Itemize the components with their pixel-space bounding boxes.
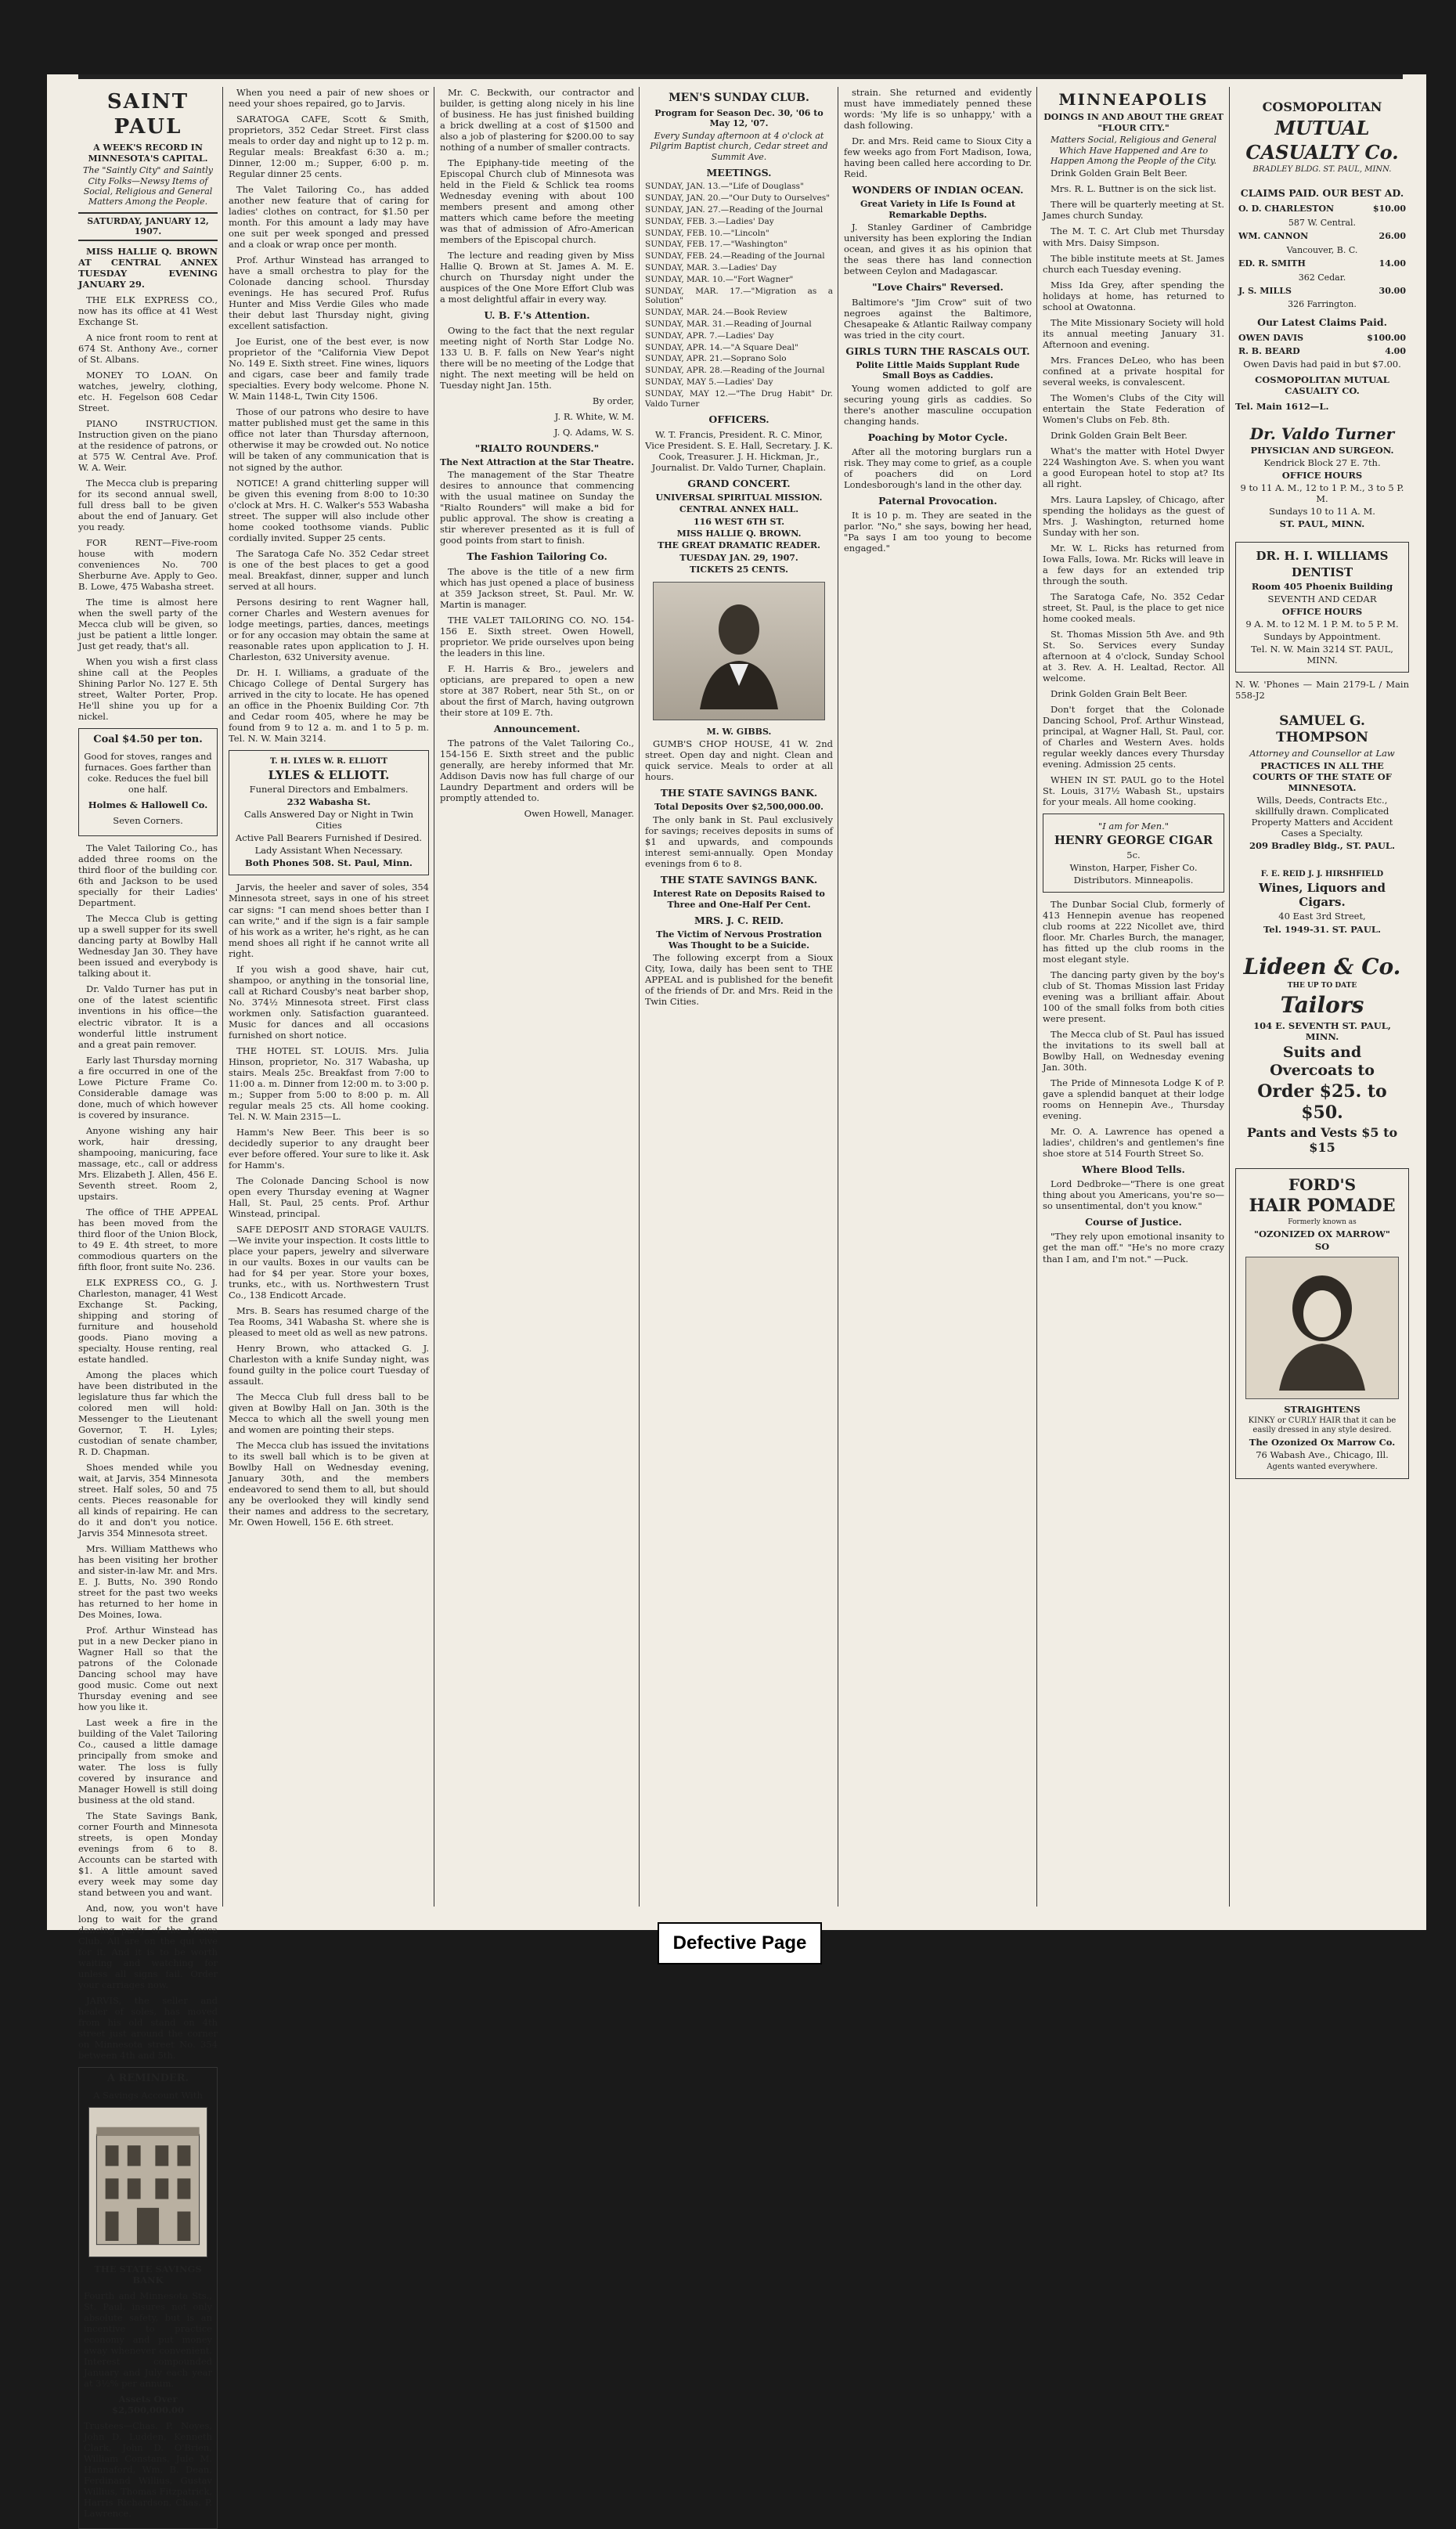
harris-text: F. H. Harris & Bro., jewelers and opticians, are prepared to open a new store at 387 Robert, near 5th St., on or about the first of March, having outgrown their store at 109 E. 7th. <box>440 662 634 718</box>
article-paragraph: Persons desiring to rent Wagner hall, corner Charles and Western avenues for lodge meetings, parties, dances, meetings or for any occasion may obtain the same at reasonable rates upon application to J. H. Charleston, 632 University avenue. <box>229 596 429 662</box>
chairs-text: Baltimore's "Jim Crow" suit of two negroes against the Baltimore, Chesapeake & Atlantic Railway company was tried in the city court. <box>844 296 1032 341</box>
article-paragraph: JARVIS, the seller and healer of soles, has moved from his old stand on 4th street just around the corner on Minnesota street No. 354 between 4th and 5th. <box>78 1994 218 2061</box>
williams-ad-address: SEVENTH AND CEDAR <box>1267 593 1377 604</box>
ubf-text: Owing to the fact that the next regular meeting night of North Star Lodge No. 133 U. B. F. falls on New Year's night there will be no meeting of the Lodge that night. The next meeting will be held on Tuesday night Jan. 15th. <box>440 324 634 391</box>
article-paragraph: Mrs. Laura Lapsley, of Chicago, after spending the holidays as the guest of Mrs. J. Washington, returned home Sunday with her son. <box>1043 493 1224 538</box>
concert-line: CENTRAL ANNEX HALL. <box>679 504 799 515</box>
coal-ad-text: Good for stoves, ranges and furnaces. Goes farther than coke. Reduces the fuel bill one half. <box>84 751 212 795</box>
pomade-ad-so: SO <box>1314 1241 1330 1253</box>
article-paragraph: MONEY TO LOAN. On watches, jewelry, clothing, etc. H. Fegelson 608 Cedar Street. <box>78 369 218 413</box>
concert-line: THE GREAT DRAMATIC READER. <box>658 540 820 551</box>
article-paragraph: Anyone wishing any hair work, hair dressing, shampooing, manicuring, face massage, etc., call or address Mrs. Elizabeth J. Allen, 456 E. Seventh street. Room 2, upstairs. <box>78 1124 218 1202</box>
officers-text: W. T. Francis, President. R. C. Minor, Vice President. S. E. Hall, Secretary. J. K. Cook, Treasurer. J. H. Hickman, Jr., Journalist. Dr. Valdo Turner, Chaplain. <box>645 428 833 473</box>
article-paragraph: The Saratoga Cafe, No. 352 Cedar street, St. Paul, is the place to get nice home cooked meals. <box>1043 590 1224 624</box>
article-paragraph: The lecture and reading given by Miss Hallie Q. Brown at St. James A. M. E. church on Thursday night under the auspices of the One More Effort Club was a most delightful affair in every way. <box>440 250 634 305</box>
reid-subhead: The Victim of Nervous Prostration Was Thought to be a Suicide. <box>656 929 822 951</box>
coal-ad <box>78 728 218 836</box>
bank-2-heading: THE STATE SAVINGS BANK. <box>660 873 818 886</box>
girls-text: Young women addicted to golf are securing young girls as caddies. So there's another masculine occupation changing hands. <box>844 382 1032 427</box>
article-paragraph: The office of THE APPEAL has been moved from the third floor of the Union Block, to 49 E. 4th street, to more commodious quarters on the fifth floor, front suite No. 236. <box>78 1206 218 1272</box>
claim-amount: $10.00 <box>1372 204 1406 215</box>
thompson-ad-services: Wills, Deeds, Contracts Etc., skillfully drawn. Complicated Property Matters and Accident Cases a Specialty. <box>1251 794 1393 839</box>
bank-ad-text: Fourth and Minnesota Sts., St. Paul, insures not only absolute safety, but is an incentive to practice economy and put money away whenever convenient. Interest compounded January and July each year at 3½% per annum. <box>84 2289 212 2389</box>
lyles-ad-line: Calls Answered Day or Night in Twin Cities <box>243 809 414 832</box>
lideen-ad-tailors: Tailors <box>1280 991 1364 1018</box>
turner-ad-hours: 9 to 11 A. M., 12 to 1 P. M., 3 to 5 P. M. <box>1240 482 1404 505</box>
article-paragraph: Mr. O. A. Lawrence has opened a ladies', children's and gentlemen's fine shoe store at 514 Fourth Street So. <box>1043 1125 1224 1159</box>
meeting-item: SUNDAY, APR. 14.—"A Square Deal" <box>645 342 798 352</box>
article-paragraph: The M. T. C. Art Club met Thursday with Mrs. Daisy Simpson. <box>1043 225 1224 248</box>
article-paragraph: The Saratoga Cafe No. 352 Cedar street is one of the best places to get a good meal. Breakfast, dinner, supper and lunch served at all hours. <box>229 547 429 592</box>
concert-line: 116 WEST 6TH ST. <box>693 516 785 527</box>
cigar-ad-price: 5c. <box>1126 849 1141 860</box>
article-paragraph: strain. She returned and evidently must have immediately penned these words: 'My life is so unhappy,' with a dash following. <box>844 87 1032 132</box>
article-paragraph: The Colonade Dancing School is now open every Thursday evening at Wagner Hall, St. Paul, 25 cents. Prof. Arthur Winstead, principal. <box>229 1174 429 1219</box>
article-paragraph: Last week a fire in the building of the Valet Tailoring Co., caused a little damage principally from smoke and water. The loss is fully covered by insurance and Manager Howell is still doing business at the old stand. <box>78 1717 218 1806</box>
pomade-ad-old-name: "OZONIZED OX MARROW" <box>1254 1228 1390 1240</box>
blood-text: Lord Dedbroke—"There is one great thing about you Americans, you're so—so unsentimental, don't you know." <box>1043 1178 1224 1212</box>
claim-amount: $100.00 <box>1367 332 1406 343</box>
claim-row <box>1235 216 1409 229</box>
column-divider <box>1229 87 1230 1907</box>
poaching-heading: Poaching by Motor Cycle. <box>867 431 1008 443</box>
wines-ad-tel: Tel. 1949-31. ST. PAUL. <box>1263 923 1381 935</box>
concert-line: TICKETS 25 CENTS. <box>690 565 788 575</box>
claim-address: 326 Farrington. <box>1288 299 1357 310</box>
gumbs-text: GUMB'S CHOP HOUSE, 41 W. 2nd street. Open day and night. Clean and quick service. Meals to order at all hours. <box>645 738 833 783</box>
claim-row <box>1235 271 1409 284</box>
claim-amount: 14.00 <box>1379 258 1406 269</box>
sunday-club-subhead-2: Every Sunday afternoon at 4 o'clock at Pilgrim Baptist church, Cedar street and Summit Ave. <box>650 130 828 162</box>
minneapolis-subhead-1: DOINGS IN AND ABOUT THE GREAT "FLOUR CITY." <box>1043 112 1224 133</box>
article-paragraph: Dr. H. I. Williams, a graduate of the Chicago College of Dental Surgery has arrived in the city to locate. He has opened an office in the Phoenix Building Cor. 7th and Cedar room 405, where he may be found from 9 to 12 a. m. and 1 to 5 p. m. Tel. N. W. Main 3214. <box>229 666 429 744</box>
bank-1-heading: THE STATE SAVINGS BANK. <box>660 787 818 799</box>
article-paragraph: If you wish a good shave, hair cut, shampoo, or anything in the tonsorial line, call at Richard Cousby's neat barber shop, No. 374½ Minnesota street. First class workmen only. Satisfaction guaranteed. Music for dances and all occasions furnished on short notice. <box>229 963 429 1041</box>
col1-paragraphs-2 <box>78 842 218 2061</box>
article-paragraph: Early last Thursday morning a fire occurred in one of the Lowe Picture Frame Co. Considerable damage was done, much of which however is covered by insurance. <box>78 1054 218 1120</box>
portrait-silhouette-icon <box>692 592 786 709</box>
lideen-ad-tagline: THE UP TO DATE <box>1287 981 1357 990</box>
article-paragraph: The Mecca club has issued the invitations to its swell ball which is to be given at Bowlby Hall on Wednesday evening, January 30th, and the members endeavored to send them to all, but should any be overlooked they will kindly send their names and address to the secretary, Mr. Owen Howell, 156 E. 6th street. <box>229 1440 429 1528</box>
col1-paragraphs <box>78 246 218 723</box>
bank-ad-sub: A Savings Account With <box>93 2089 203 2101</box>
coal-ad-title: Coal $4.50 per ton. <box>93 734 203 746</box>
williams-ad-room: Room 405 Phoenix Building <box>1251 580 1393 592</box>
concert-line: UNIVERSAL SPIRITUAL MISSION. <box>655 492 823 503</box>
column-4 <box>645 87 833 1907</box>
ocean-heading: WONDERS OF INDIAN OCEAN. <box>852 184 1024 197</box>
lideen-ad-address: 104 E. SEVENTH ST. PAUL, MINN. <box>1253 1019 1391 1042</box>
article-paragraph: SARATOGA CAFE, Scott & Smith, proprietors, 352 Cedar Street. First class meals to order day and night up to 12 p. m. Regular meals: Breakfast 6:30 a. m.; Dinner, 12:00 m.; Supper, 6:00 p. m. Regular dinner 25 cents. <box>229 114 429 180</box>
meeting-item: SUNDAY, FEB. 10.—"Lincoln" <box>645 228 769 238</box>
mutual-ad-line: CASUALTY Co. <box>1245 140 1399 164</box>
williams-ad-hours: 9 A. M. to 12 M. 1 P. M. to 5 P. M. <box>1245 619 1399 630</box>
justice-heading: Course of Justice. <box>1085 1216 1182 1228</box>
article-paragraph: When you need a pair of new shoes or need your shoes repaired, go to Jarvis. <box>229 87 429 110</box>
thompson-ad-address: 209 Bradley Bldg., ST. PAUL. <box>1249 839 1396 851</box>
claim-name: R. B. BEARD <box>1238 346 1300 357</box>
wines-liquors-ad <box>1235 864 1409 941</box>
mutual-ad-line: MUTUAL <box>1274 116 1370 139</box>
article-paragraph: The State Savings Bank, corner Fourth and Minnesota streets, is open Monday evenings from 6 to 8. Accounts can be started with $1. A little amount saved every week may some day stand between you and want. <box>78 1809 218 1898</box>
meeting-item: SUNDAY, APR. 7.—Ladies' Day <box>645 330 774 341</box>
article-paragraph: PIANO INSTRUCTION. Instruction given on the piano at the residence of patrons, or at 575 W. Central Ave. Prof. W. A. Weir. <box>78 417 218 473</box>
article-paragraph: Dr. Valdo Turner has put in one of the latest scientific inventions in his office—the electric vibrator. It is a wonderful little instrument and a great pain remover. <box>78 983 218 1050</box>
claims-heading: CLAIMS PAID. OUR BEST AD. <box>1240 187 1404 200</box>
article-paragraph: The Dunbar Social Club, formerly of 413 Hennepin avenue has reopened club rooms at 222 Nicollet ave, third floor. Mr. Charles Burch, the manager, has fitted up the club rooms in the most elegant style. <box>1043 898 1224 965</box>
lyles-ad-line: Active Pall Bearers Furnished if Desired. <box>235 832 423 844</box>
pomade-ad-agents: Agents wanted everywhere. <box>1267 1462 1378 1471</box>
claim-row <box>1235 257 1409 270</box>
claim-name: OWEN DAVIS <box>1238 332 1304 343</box>
article-paragraph: Drink Golden Grain Belt Beer. <box>1051 688 1188 700</box>
reid-heading: MRS. J. C. REID. <box>694 914 784 926</box>
meeting-item: SUNDAY, APR. 21.—Soprano Solo <box>645 354 787 364</box>
announcement-sign: Owen Howell, Manager. <box>524 808 634 820</box>
article-paragraph: Don't forget that the Colonade Dancing School, Prof. Arthur Winstead, principal, at Wagner Hall, St. Paul, cor. of Charles and Western Aves. holds regular weekly dances every Thursday evening. Admission 25 cents. <box>1043 704 1224 770</box>
latest-claims-note: Owen Davis had paid in but $7.00. <box>1243 358 1401 370</box>
article-paragraph: A nice front room to rent at 674 St. Anthony Ave., corner of St. Albans. <box>78 331 218 365</box>
lyles-elliott-ad <box>229 750 429 876</box>
meeting-item: SUNDAY, FEB. 24.—Reading of the Journal <box>645 251 825 262</box>
meeting-item: SUNDAY, MAR. 3.—Ladies' Day <box>645 262 777 272</box>
ocean-subhead: Great Variety in Life Is Found at Remarkable Depths. <box>860 199 1016 220</box>
ubf-sign-1: By order, <box>592 395 634 406</box>
girls-subhead: Polite Little Maids Supplant Rude Small Boys as Caddies. <box>856 359 1020 381</box>
bank-ad-heading: A REMINDER. <box>106 2072 189 2084</box>
mutual-ad-line: COSMOPOLITAN <box>1262 99 1382 114</box>
article-paragraph: SAFE DEPOSIT AND STORAGE VAULTS.—We invite your inspection. It costs little to place your papers, jewelry and silverware in our vaults. Boxes in our vaults can be had for $4 per year. Store your boxes, trunks, etc., with us. Northwestern Trust Co., 138 Endicott Arcade. <box>229 1223 429 1301</box>
pomade-ad-formerly: Formerly known as <box>1288 1218 1357 1227</box>
bank-ad-trustees: Trustees—Chas. P. Noyes, John D. Ludden, Kenneth Clark, John D. O'Brien, William Constans, Jule M. Hannaford, Wm. B. Dean, Ferdinand Willius, Gustav Willius, Thomas Fitzpatrick, Harris Richardson, Chas. P. Lawrence. <box>84 2419 212 2520</box>
article-paragraph: Mr. W. L. Ricks has returned from Iowa Falls, Iowa. Mr. Ricks will leave in a few days for an extended trip through the south. <box>1043 542 1224 586</box>
article-paragraph: The bible institute meets at St. James church each Tuesday evening. <box>1043 252 1224 275</box>
column-3 <box>440 87 634 1907</box>
article-paragraph: Prof. Arthur Winstead has arranged to have a small orchestra to play for the Colonade dancing school. Thursday evenings. He has secured Prof. Rufus Hunter and Miss Verdie Giles who made their debut last Thursday night, giving excellent satisfaction. <box>229 254 429 332</box>
article-paragraph: WHEN IN ST. PAUL go to the Hotel St. Louis, 317½ Wabash St., upstairs for your meals. All home cooking. <box>1043 774 1224 808</box>
article-paragraph: Mrs. Frances DeLeo, who has been confined at a private hospital for several weeks, is convalescent. <box>1043 354 1224 388</box>
reid-text: The following excerpt from a Sioux City, Iowa, daily has been sent to THE APPEAL and is published for the benefit of the friends of Dr. and Mrs. Reid in the Twin Cities. <box>645 952 833 1008</box>
meetings-list <box>645 182 833 409</box>
column-minneapolis <box>1043 87 1224 1907</box>
lyles-ad-phones: Both Phones 508. St. Paul, Minn. <box>245 857 413 869</box>
phones-number-2: Main 558-J2 <box>1235 679 1410 702</box>
cigar-ad-distributors: Distributors. Minneapolis. <box>1073 874 1194 886</box>
claim-row <box>1235 298 1409 311</box>
phones-label: N. W. 'Phones <box>1235 679 1299 691</box>
meeting-item: SUNDAY, APR. 28.—Reading of the Journal <box>645 366 825 376</box>
article-paragraph: The Women's Clubs of the City will entertain the State Federation of Women's Clubs on Feb. 8th. <box>1043 391 1224 425</box>
fashion-heading: The Fashion Tailoring Co. <box>467 550 607 563</box>
meeting-item: SUNDAY, MAY 5.—Ladies' Day <box>645 377 773 387</box>
article-paragraph: NOTICE! A grand chitterling supper will be given this evening from 8:00 to 10:30 o'clock at Mrs. H. C. Walker's 553 Wabasha street. The supper will also include other home cooked toothsome viands. Public cordially invited. Supper 25 cents. <box>229 477 429 543</box>
claim-address: 362 Cedar. <box>1298 272 1346 283</box>
column-ads <box>1235 87 1409 1907</box>
saint-paul-subhead-1: A WEEK'S RECORD IN MINNESOTA'S CAPITAL. <box>88 143 208 164</box>
rialto-heading: "RIALTO ROUNDERS." <box>474 442 600 454</box>
lideen-tailors-ad <box>1235 947 1409 1162</box>
valet-text: THE VALET TAILORING CO. NO. 154-156 E. Sixth street. Owen Howell, proprietor. We pride ourselves upon being the leaders in this line. <box>440 614 634 658</box>
williams-ad-title: DENTIST <box>1291 565 1353 579</box>
lideen-ad-offer-3: Pants and Vests $5 to $15 <box>1246 1124 1398 1156</box>
article-paragraph: THE HOTEL ST. LOUIS. Mrs. Julia Hinson, proprietor, No. 317 Wabasha, up stairs. Meals 25c. Breakfast from 7:00 to 11:00 a. m. Dinner from 12:00 m. to 3:00 p. m.; Supper from 5:00 to 8:00 p. m. All regular meals 25 cts. All home cooking. Tel. N. W. Main 2315—L. <box>229 1044 429 1122</box>
saint-paul-subhead-2: The "Saintly City" and Saintly City Folks—Newsy Items of Social, Religious and General Matters Among the People. <box>83 165 213 207</box>
lideen-ad-name: Lideen & Co. <box>1243 953 1401 979</box>
cigar-ad-company: Winston, Harper, Fisher Co. <box>1069 861 1198 873</box>
lideen-ad-offer-2: Order $25. to $50. <box>1257 1081 1387 1123</box>
article-paragraph: When you wish a first class shine call at the Peoples Shining Parlor No. 127 E. 5th street, Walter Porter, Prop. He'll shine you up for a nickel. <box>78 656 218 723</box>
concert-line: TUESDAY JAN. 29, 1907. <box>679 552 798 563</box>
pomade-illustration <box>1245 1257 1399 1399</box>
lyles-ad-title: LYLES & ELLIOTT. <box>268 768 390 783</box>
column-saint-paul <box>78 87 218 2520</box>
article-paragraph: The Mecca club of St. Paul has issued the invitations to its swell ball at Bowlby Hall, on Wednesday evening Jan. 30th. <box>1043 1028 1224 1073</box>
bank-ad-assets: Assets Over $2,500,000.00 <box>111 2393 185 2415</box>
pomade-ad-text: KINKY or CURLY HAIR that it can be easily dressed in any style desired. <box>1248 1416 1397 1435</box>
article-paragraph: Hamm's New Beer. This beer is so decidedly superior to any draught beer ever before offered. Your sure to like it. Ask for Hamm's. <box>229 1126 429 1171</box>
state-bank-ad <box>78 2067 218 2529</box>
concert-heading: GRAND CONCERT. <box>687 477 791 489</box>
meeting-item: SUNDAY, MAR. 10.—"Fort Wagner" <box>645 274 794 284</box>
article-paragraph: Miss Ida Grey, after spending the holidays at home, has returned to school at Owatonna. <box>1043 279 1224 312</box>
article-paragraph: The Mecca Club full dress ball to be given at Bowlby Hall on Jan. 30th is the Mecca to which all the swell young men and women are pointing their steps. <box>229 1391 429 1436</box>
meeting-item: SUNDAY, JAN. 27.—Reading of the Journal <box>645 204 824 215</box>
article-paragraph: Mrs. R. L. Buttner is on the sick list. <box>1051 183 1216 195</box>
pomade-ad-straightens: STRAIGHTENS <box>1284 1404 1360 1416</box>
saint-paul-heading: SAINT PAUL <box>106 90 189 139</box>
thompson-ad-courts: PRACTICES IN ALL THE COURTS OF THE STATE OF MINNESOTA. <box>1252 759 1392 793</box>
sunday-club-heading: MEN'S SUNDAY CLUB. <box>669 92 809 104</box>
column-2 <box>229 87 429 1907</box>
wines-ad-address: 40 East 3rd Street, <box>1278 911 1366 922</box>
column-divider <box>639 87 640 1907</box>
article-paragraph: Shoes mended while you wait, at Jarvis, 354 Minnesota street. Half soles, 50 and 75 cents. Pieces reasonable for all kinds of repairing. He can do it and don't you notice. Jarvis 354 Minnesota street. <box>78 1462 218 1539</box>
claim-name: O. D. CHARLESTON <box>1238 204 1335 215</box>
article-paragraph: The dancing party given by the boy's club of St. Thomas Mission last Friday evening was a brilliant affair. About 100 of the small folks from both cities were present. <box>1043 969 1224 1024</box>
claim-row <box>1235 229 1409 243</box>
williams-ad-name: DR. H. I. WILLIAMS <box>1256 549 1389 564</box>
minneapolis-heading: MINNEAPOLIS <box>1058 90 1209 109</box>
column-divider <box>1036 87 1037 1907</box>
bank-1-subhead: Total Deposits Over $2,500,000.00. <box>654 802 824 813</box>
meeting-item: SUNDAY, MAY 12.—"The Drug Habit" Dr. Valdo Turner <box>645 388 833 409</box>
turner-ad-sunday: Sundays 10 to 11 A. M. <box>1269 506 1375 518</box>
turner-ad-hours-head: OFFICE HOURS <box>1281 470 1363 482</box>
provocation-heading: Paternal Provocation. <box>878 495 997 507</box>
claim-address: Vancouver, B. C. <box>1286 244 1358 255</box>
bank-building-illustration <box>88 2107 207 2257</box>
claim-name: WM. CANNON <box>1238 231 1309 242</box>
article-paragraph: The Mecca Club is getting up a swell supper for its swell dancing party at Bowlby Hall Wednesday Jan 30. They have been issued and everybody is talking about it. <box>78 913 218 979</box>
turner-ad-title: PHYSICIAN AND SURGEON. <box>1250 445 1394 456</box>
bank-building-icon <box>89 2108 207 2257</box>
valdo-turner-ad <box>1235 418 1409 536</box>
article-paragraph: What's the matter with Hotel Dwyer 224 Washington Ave. S. when you want a good European hotel to stop at? Its all right. <box>1043 445 1224 489</box>
woman-portrait-icon <box>1263 1265 1381 1391</box>
meeting-item: SUNDAY, FEB. 3.—Ladies' Day <box>645 216 774 226</box>
article-paragraph: ELK EXPRESS CO., G. J. Charleston, manager, 41 West Exchange St. Packing, shipping and storing of furniture and household goods. Piano moving a specialty. House renting, real estate handled. <box>78 1276 218 1365</box>
meeting-item: SUNDAY, JAN. 13.—"Life of Douglass" <box>645 182 804 192</box>
column-divider <box>222 87 223 1907</box>
williams-ad-sunday: Sundays by Appointment. <box>1263 631 1381 643</box>
cigar-ad-title: HENRY GEORGE CIGAR <box>1054 833 1213 848</box>
latest-claims-footer: COSMOPOLITAN MUTUAL CASUALTY CO. <box>1255 373 1389 396</box>
article-paragraph: Jarvis, the heeler and saver of soles, 354 Minnesota street, says in one of his street car signs: "I can mend shoes better than I can write," and if the sign is a fair sample of his work as a writer, he's right, as he can mend shoes all right if he cannot write all right. <box>229 882 429 959</box>
claim-amount: 4.00 <box>1385 346 1406 357</box>
williams-dentist-ad <box>1235 542 1409 673</box>
defective-page-label: Defective Page <box>658 1922 822 1964</box>
article-paragraph: Mr. C. Beckwith, our contractor and builder, is getting along nicely in his line of business. He has just finished building a brick dwelling at a cost of $1500 and also a job of plastering for $200.00 to say nothing of a number of smaller contracts. <box>440 87 634 153</box>
article-paragraph: The Valet Tailoring Co., has added another new feature that of caring for ladies' clothes on contract, for $1.50 per month. For this amount a lady may have one suit per week sponged and pressed and a cloak or wrap once per month. <box>229 184 429 251</box>
article-paragraph: Mrs. William Matthews who has been visiting her brother and sister-in-law Mr. and Mrs. E. J. Butts, No. 390 Rondo street for the past two weeks has returned to her home in Des Moines, Iowa. <box>78 1543 218 1621</box>
top-rule <box>78 74 1403 79</box>
meeting-item: SUNDAY, MAR. 17.—"Migration as a Solution" <box>645 286 833 306</box>
pomade-ad-brand: FORD'S <box>1288 1174 1357 1194</box>
article-paragraph: Prof. Arthur Winstead has put in a new Decker piano in Wagner Hall so that the patrons of the Colonade Dancing school may have good music. Come out next Thursday evening and see how you like it. <box>78 1625 218 1713</box>
article-paragraph: The Valet Tailoring Co., has added three rooms on the third floor of the building cor. 6th and Jackson to be used specially for their Ladies' Department. <box>78 842 218 909</box>
article-paragraph: Drink Golden Grain Belt Beer. <box>1051 168 1188 179</box>
fashion-text: The above is the title of a new firm which has just opened a place of business at 359 Jackson street, St. Paul. Mr. W. Martin is manager. <box>440 565 634 610</box>
provocation-text: It is 10 p. m. They are seated in the parlor. "No," she says, bowing her head, "Pa says I am too young to become engaged." <box>844 510 1032 554</box>
article-paragraph: Dr. and Mrs. Reid came to Sioux City a few weeks ago from Fort Madison, Iowa, having been called here according to Dr. Reid. <box>844 135 1032 180</box>
announcement-heading: Announcement. <box>493 722 581 734</box>
sunday-club-subhead: Program for Season Dec. 30, '06 to May 12, '07. <box>654 108 824 129</box>
claim-row <box>1235 244 1409 257</box>
cigar-ad-line: "I am for Men." <box>1097 821 1169 832</box>
article-paragraph: FOR RENT—Five-room house with modern conveniences No. 700 Sherburne Ave. Apply to Geo. B. Lowe, 475 Wabasha street. <box>78 537 218 593</box>
article-paragraph: The time is almost here when the swell party of the Mecca club will be given, so just be patient a little longer. Just get ready, that's all. <box>78 597 218 652</box>
lyles-ad-address: 232 Wabasha St. <box>287 796 371 808</box>
rialto-subhead: The Next Attraction at the Star Theatre. <box>440 456 634 467</box>
ubf-sign-3: J. Q. Adams, W. S. <box>553 426 634 438</box>
article-paragraph: Mrs. B. Sears has resumed charge of the Tea Rooms, 341 Wabasha St. where she is pleased to meet old as well as new patrons. <box>229 1305 429 1339</box>
claim-name: J. S. MILLS <box>1238 285 1292 296</box>
bank-ad-caption: THE STATE SAVINGS BANK <box>94 2263 202 2285</box>
claim-row <box>1235 345 1409 358</box>
pomade-ad-address: 76 Wabash Ave., Chicago, Ill. <box>1256 1449 1389 1461</box>
article-paragraph: MISS HALLIE Q. BROWN AT CENTRAL ANNEX TUESDAY EVENING JANUARY 29. <box>78 245 218 290</box>
ocean-text: J. Stanley Gardiner of Cambridge university has been exploring the Indian ocean, and gives it as his opinion that the seas there has land connection between Ceylon and Madagascar. <box>844 222 1032 277</box>
concert-line: MISS HALLIE Q. BROWN. <box>676 529 802 539</box>
claim-name: ED. R. SMITH <box>1238 258 1306 269</box>
phones-line: N. W. 'Phones — Main 2179-L / Main 558-J2 <box>1235 679 1410 702</box>
coal-ad-company: Holmes & Hallowell Co. <box>88 799 208 811</box>
article-paragraph: The Mecca club is preparing for its second annual swell, full dress ball to be given about the end of January. Get you ready. <box>78 477 218 533</box>
article-paragraph: There will be quarterly meeting at St. James church Sunday. <box>1043 199 1224 222</box>
article-paragraph: The Mite Missionary Society will hold its annual meeting January 31. Afternoon and evening. <box>1043 316 1224 350</box>
article-paragraph: THE ELK EXPRESS CO., now has its office at 41 West Exchange St. <box>78 294 218 327</box>
column-5 <box>844 87 1032 1907</box>
turner-ad-address: Kendrick Block 27 E. 7th. <box>1263 457 1381 469</box>
lyles-ad-line: Lady Assistant When Necessary. <box>254 845 403 857</box>
bank-1-text: The only bank in St. Paul exclusively for savings; receives deposits in sums of $1 and upwards, and compounds interest semi-annually. Open Monday evenings from 6 to 8. <box>645 814 833 869</box>
coal-ad-location: Seven Corners. <box>113 815 183 827</box>
portrait-photo <box>653 582 825 720</box>
article-paragraph: Drink Golden Grain Belt Beer. <box>1051 429 1188 441</box>
minneapolis-subhead-2: Matters Social, Religious and General Which Have Happened and Are to Happen Among the People of the City. <box>1050 135 1217 167</box>
justice-text: "They rely upon emotional insanity to get the man off." "He's no more crazy than I am, and I'm not." —Puck. <box>1043 1231 1224 1264</box>
portrait-caption: M. W. GIBBS. <box>706 726 772 737</box>
claim-row <box>1235 202 1409 215</box>
williams-ad-tel: Tel. N. W. Main 3214 ST. PAUL, MINN. <box>1251 644 1393 666</box>
cosmopolitan-mutual-ad <box>1235 93 1409 181</box>
girls-heading: GIRLS TURN THE RASCALS OUT. <box>845 345 1030 357</box>
wines-ad-title: Wines, Liquors and Cigars. <box>1259 880 1386 910</box>
blood-heading: Where Blood Tells. <box>1082 1163 1185 1175</box>
thompson-ad-title: Attorney and Counsellor at Law <box>1249 747 1395 759</box>
chairs-heading: "Love Chairs" Reversed. <box>872 281 1004 294</box>
announcement-text: The patrons of the Valet Tailoring Co., 154-156 E. Sixth street and the public generally, are hereby informed that Mr. Addison Davis now has full charge of our Laundry Department and orders will be promptly attended to. <box>440 738 634 804</box>
wines-ad-names: F. E. REID J. J. HIRSHFIELD <box>1260 869 1384 878</box>
thompson-ad-name: SAMUEL G. THOMPSON <box>1276 713 1368 745</box>
thompson-attorney-ad <box>1235 707 1409 857</box>
article-paragraph: St. Thomas Mission 5th Ave. and 9th St. So. Services every Sunday afternoon at 4 o'clock, Sunday School at 3. Rev. A. H. Lealtad, Rector. All welcome. <box>1043 628 1224 684</box>
article-paragraph: Henry Brown, who attacked G. J. Charleston with a knife Sunday night, was found guilty in the police court Tuesday of assault. <box>229 1343 429 1387</box>
rialto-text: The management of the Star Theatre desires to announce that commencing with the usual matinee on Sunday the "Rialto Rounders" will make a bid for public approval. The show is creating a stir wherever presented as it is full of good points from start to finish. <box>440 469 634 547</box>
meeting-item: SUNDAY, MAR. 31.—Reading of Journal <box>645 319 812 329</box>
article-paragraph: Among the places which have been distributed in the legislature thus far which the colored men will hold: Messenger to the Lieutenant Governor, T. H. Lyles; custodian of senate chamber, R. D. Chapman. <box>78 1369 218 1458</box>
meeting-item: SUNDAY, JAN. 20.—"Our Duty to Ourselves" <box>645 193 831 204</box>
telephone-line: Tel. Main 1612—L. <box>1235 400 1329 412</box>
article-paragraph: And, now, you won't have long to wait for the grand dancing party of the Mecca Club. All are on the qui vive for it. And it is to be worth waiting and watching for unless all signs fail. Order your carriages now. <box>78 1902 218 1990</box>
meeting-item: SUNDAY, MAR. 24.—Book Review <box>645 308 787 318</box>
latest-claims-heading: Our Latest Claims Paid. <box>1257 316 1387 328</box>
latest-claims-list <box>1235 331 1409 359</box>
ubf-heading: U. B. F.'s Attention. <box>484 309 590 322</box>
claim-row <box>1235 284 1409 298</box>
poaching-text: After all the motoring burglars run a risk. They may come to grief, as a couple of poachers did on Lord Londesborough's land in the other day. <box>844 446 1032 490</box>
ubf-sign-2: J. R. White, W. M. <box>554 410 634 422</box>
meeting-item: SUNDAY, FEB. 17.—"Washington" <box>645 240 787 250</box>
pomade-ad-title: HAIR POMADE <box>1249 1196 1396 1217</box>
bank-2-subhead: Interest Rate on Deposits Raised to Three and One-Half Per Cent. <box>653 889 825 910</box>
meetings-heading: MEETINGS. <box>706 167 772 179</box>
henry-george-cigar-ad <box>1043 814 1224 892</box>
article-paragraph: Those of our patrons who desire to have matter published must get the same in this office not later than Thursday afternoon, otherwise it may be crowded out. No notice will be taken of any communication that is not signed by the author. <box>229 406 429 473</box>
article-paragraph: Joe Eurist, one of the best ever, is now proprietor of the "California View Depot No. 149 E. Sixth street. Fine wines, liquors and cigars, case beer and family trade specialties. Every body welcome. Phone N. W. Main 1148-L, Twin City 1506. <box>229 336 429 402</box>
pomade-ad-company: The Ozonized Ox Marrow Co. <box>1249 1437 1396 1448</box>
officers-heading: OFFICERS. <box>708 413 769 426</box>
mutual-ad-address: BRADLEY BLDG. ST. PAUL, MINN. <box>1252 165 1392 175</box>
lyles-ad-line: Funeral Directors and Embalmers. <box>249 784 409 795</box>
claim-address: 587 W. Central. <box>1288 217 1357 228</box>
dateline: SATURDAY, JANUARY 12, 1907. <box>78 212 218 241</box>
phones-number-1: Main 2179-L <box>1316 679 1375 691</box>
claim-row <box>1235 331 1409 345</box>
claims-list <box>1235 202 1409 311</box>
fords-pomade-ad <box>1235 1168 1409 1479</box>
williams-ad-hours-head: OFFICE HOURS <box>1281 605 1363 617</box>
lideen-ad-offer-1: Suits and Overcoats to <box>1270 1043 1375 1079</box>
claim-amount: 26.00 <box>1379 231 1406 242</box>
claim-amount: 30.00 <box>1379 285 1406 296</box>
turner-ad-city: ST. PAUL, MINN. <box>1279 518 1365 530</box>
article-paragraph: The Pride of Minnesota Lodge K of P. gave a splendid banquet at their lodge rooms on Hennepin Ave., Thursday evening. <box>1043 1077 1224 1121</box>
article-paragraph: The Epiphany-tide meeting of the Episcopal Church club of Minnesota was held in the Field & Schlick tea rooms Wednesday evening with about 100 members present and among other matters which came before the meeting was that of admission of Afro-American members of the Episcopal church. <box>440 157 634 246</box>
lyles-ad-names: T. H. LYLES W. R. ELLIOTT <box>270 756 387 766</box>
turner-ad-name: Dr. Valdo Turner <box>1249 424 1395 443</box>
